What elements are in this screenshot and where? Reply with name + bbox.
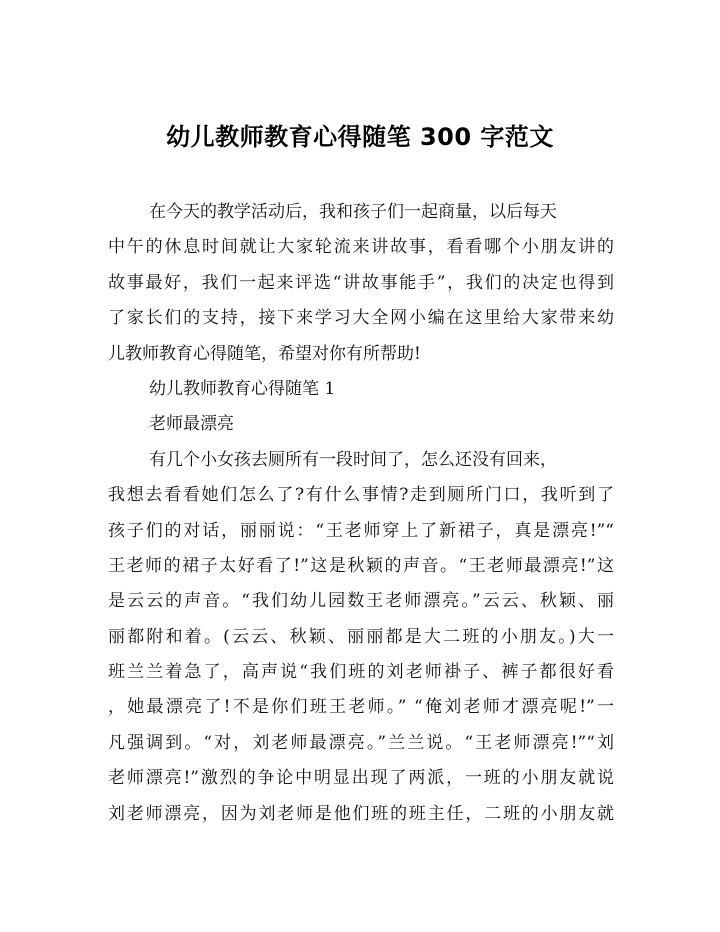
paragraph-line: 丽都附和着。(云云、秋颖、丽丽都是大二班的小朋友。)大一 (108, 626, 614, 647)
paragraph-line: 班兰兰着急了，高声说“我们班的刘老师褂子、裤子都很好看 (108, 662, 614, 683)
paragraph-line: 有几个小女孩去厕所有一段时间了，怎么还没有回来， (149, 449, 557, 470)
paragraph-line: 在今天的教学活动后，我和孩子们一起商量，以后每天 (149, 202, 557, 222)
paragraph-line: 是云云的声音。“我们幼儿园数王老师漂亮。”云云、秋颖、丽 (108, 591, 614, 612)
paragraph-line: 我想去看看她们怎么了?有什么事情?走到厕所门口，我听到了 (108, 485, 614, 506)
section-subheading: 老师最漂亮 (149, 414, 234, 435)
paragraph-line: 老师漂亮!”激烈的争论中明显出现了两派，一班的小朋友就说 (108, 768, 614, 789)
paragraph-line: 故事最好，我们一起来评选“讲故事能手”，我们的决定也得到 (108, 272, 614, 293)
document-title: 幼儿教师教育心得随笔 300 字范文 (166, 123, 554, 151)
paragraph-line: 中午的休息时间就让大家轮流来讲故事，看看哪个小朋友讲的 (108, 237, 614, 258)
paragraph-line: 王老师的裙子太好看了!”这是秋颖的声音。“王老师最漂亮!”这 (108, 555, 614, 576)
paragraph-line: 刘老师漂亮，因为刘老师是他们班的班主任，二班的小朋友就 (108, 803, 614, 824)
section-heading: 幼儿教师教育心得随笔 1 (149, 378, 336, 399)
paragraph-line: 儿教师教育心得随笔，希望对你有所帮助! (108, 343, 421, 364)
document-body (108, 195, 614, 832)
paragraph-line: 凡强调到。“对，刘老师最漂亮。”兰兰说。“王老师漂亮!”“刘 (108, 732, 614, 753)
paragraph-line: 孩子们的对话，丽丽说：“王老师穿上了新裙子，真是漂亮!”“ (108, 520, 614, 541)
paragraph-line: 了家长们的支持，接下来学习大全网小编在这里给大家带来幼 (108, 308, 614, 329)
paragraph-line: ，她最漂亮了!不是你们班王老师。” “俺刘老师才漂亮呢!”一 (108, 697, 614, 718)
